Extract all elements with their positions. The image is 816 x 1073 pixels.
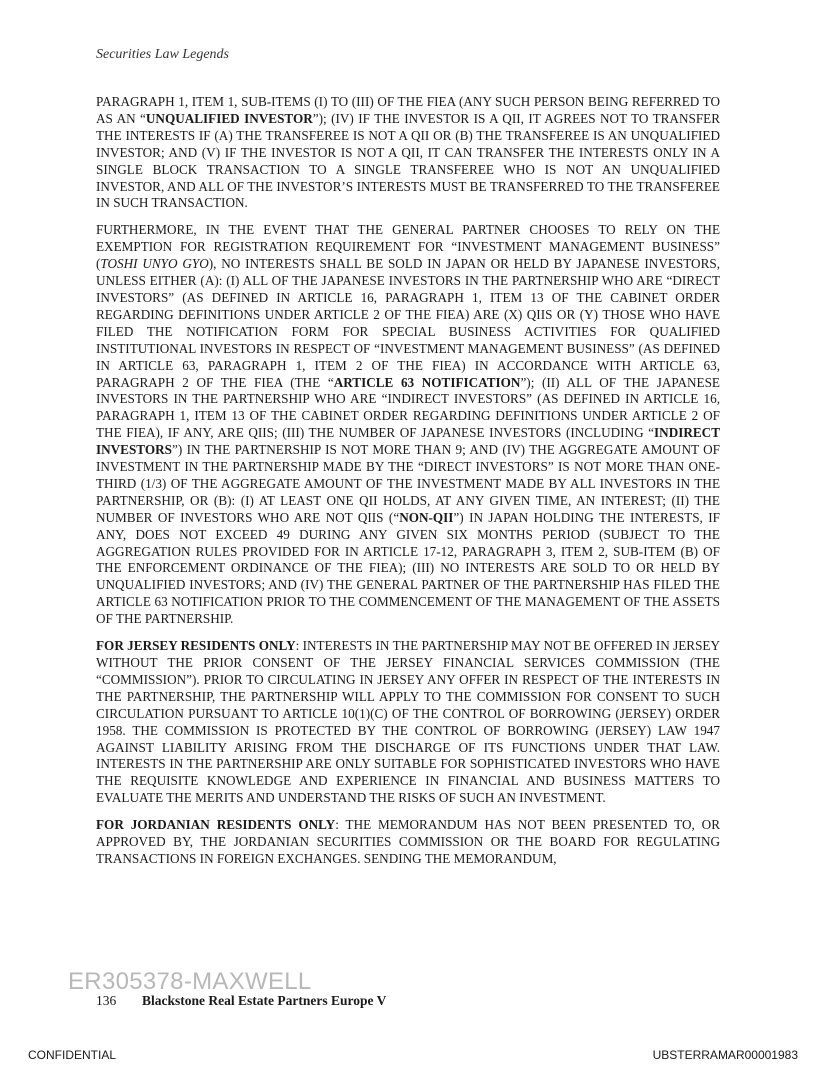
section-heading: FOR JERSEY RESIDENTS ONLY (96, 638, 296, 654)
paragraph-jordanian-residents: FOR JORDANIAN RESIDENTS ONLY: THE MEMORANDUM HAS NOT BEEN PRESENTED TO, OR APPROVED BY, THE JORDANIAN SECURITIES COMMISSION OR THE BOARD FOR REGULATING TRANSACTIONS IN FOREIGN EXCHANGES. SENDING THE MEMORANDUM, (96, 817, 720, 866)
watermark-stamp: ER305378-MAXWELL (68, 968, 312, 995)
defined-term: ARTICLE 63 NOTIFICATION (333, 374, 521, 390)
bates-number: UBSTERRAMAR00001983 (652, 1048, 798, 1062)
section-heading: FOR JORDANIAN RESIDENTS ONLY (96, 817, 336, 833)
defined-term: UNQUALIFIED INVESTOR (145, 110, 313, 126)
page-footer (96, 993, 386, 1009)
confidential-label: CONFIDENTIAL (28, 1048, 117, 1062)
paragraph-jersey-residents: FOR JERSEY RESIDENTS ONLY: INTERESTS IN THE PARTNERSHIP MAY NOT BE OFFERED IN JERSEY WITHOUT THE PRIOR CONSENT OF THE JERSEY FINANCIAL SERVICES COMMISSION (THE “COMMISSION”). PRIOR TO CIRCULATING IN JERSEY ANY OFFER IN RESPECT OF THE INTERESTS IN THE PARTNERSHIP, THE PARTNERSHIP WILL APPLY TO THE COMMISSION FOR CONSENT TO SUCH CIRCULATION PURSUANT TO ARTICLE 10(1)(C) OF THE CONTROL OF BORROWING (JERSEY) ORDER 1958. THE COMMISSION IS PROTECTED BY THE CONTROL OF BORROWING (JERSEY) LAW 1947 AGAINST LIABILITY ARISING FROM THE DISCHARGE OF ITS FUNCTIONS UNDER THAT LAW. INTERESTS IN THE PARTNERSHIP ARE ONLY SUITABLE FOR SOPHISTICATED INVESTORS WHO HAVE THE REQUISITE KNOWLEDGE AND EXPERIENCE IN FINANCIAL AND BUSINESS MATTERS TO EVALUATE THE MERITS AND UNDERSTAND THE RISKS OF SUCH AN INVESTMENT. (96, 638, 720, 806)
document-body (96, 94, 720, 878)
italic-term: TOSHI UNYO GYO (100, 256, 209, 272)
paragraph-japan-exemption: FURTHERMORE, IN THE EVENT THAT THE GENERAL PARTNER CHOOSES TO RELY ON THE EXEMPTION FOR REGISTRATION REQUIREMENT FOR “INVESTMENT MANAGEMENT BUSINESS” (TOSHI UNYO GYO), NO INTERESTS SHALL BE SOLD IN JAPAN OR HELD BY JAPANESE INVESTORS, UNLESS EITHER (A): (I) ALL OF THE JAPANESE INVESTORS IN THE PARTNERSHIP WHO ARE “DIRECT INVESTORS” (AS DEFINED IN ARTICLE 16, PARAGRAPH 1, ITEM 13 OF THE CABINET ORDER REGARDING DEFINITIONS UNDER ARTICLE 2 OF THE FIEA) ARE (X) QIIS OR (Y) THOSE WHO HAVE FILED THE NOTIFICATION FORM FOR SPECIAL BUSINESS ACTIVITIES FOR QUALIFIED INSTITUTIONAL INVESTORS IN RESPECT OF “INVESTMENT MANAGEMENT BUSINESS” (AS DEFINED IN ARTICLE 63, PARAGRAPH 1, ITEM 2 OF THE FIEA) IN ACCORDANCE WITH ARTICLE 63, PARAGRAPH 2 OF THE FIEA (THE “ARTICLE 63 NOTIFICATION”); (II) ALL OF THE JAPANESE INVESTORS IN THE PARTNERSHIP WHO ARE “INDIRECT INVESTORS” (AS DEFINED IN ARTICLE 16, PARAGRAPH 1, ITEM 13 OF THE CABINET ORDER REGARDING DEFINITIONS UNDER ARTICLE 2 OF THE FIEA), IF ANY, ARE QIIS; (III) THE NUMBER OF JAPANESE INVESTORS (INCLUDING “INDIRECT INVESTORS”) IN THE PARTNERSHIP IS NOT MORE THAN 9; AND (IV) THE AGGREGATE AMOUNT OF INVESTMENT IN THE PARTNERSHIP MADE BY THE “DIRECT INVESTORS” IS NOT MORE THAN ONE-THIRD (1/3) OF THE AGGREGATE AMOUNT OF THE INVESTMENT MADE BY ALL INVESTORS IN THE PARTNERSHIP, OR (B): (I) AT LEAST ONE QII HOLDS, AT ANY GIVEN TIME, AN INTEREST; (II) THE NUMBER OF INVESTORS WHO ARE NOT QIIS (“NON-QII”) IN JAPAN HOLDING THE INTERESTS, IF ANY, DOES NOT EXCEED 49 DURING ANY GIVEN SIX MONTHS PERIOD (SUBJECT TO THE AGGREGATION RULES PROVIDED FOR IN ARTICLE 17-12, PARAGRAPH 3, ITEM 2, SUB-ITEM (B) OF THE ENFORCEMENT ORDINANCE OF THE FIEA); (III) NO INTERESTS ARE SOLD TO OR HELD BY UNQUALIFIED INVESTORS; AND (IV) THE GENERAL PARTNER OF THE PARTNERSHIP HAS FILED THE ARTICLE 63 NOTIFICATION PRIOR TO THE COMMENCEMENT OF THE MANAGEMENT OF THE ASSETS OF THE PARTNERSHIP. (96, 222, 721, 627)
paragraph-transfer-restrictions: PARAGRAPH 1, ITEM 1, SUB-ITEMS (I) TO (III) OF THE FIEA (ANY SUCH PERSON BEING REFERRED TO AS AN “UNQUALIFIED INVESTOR”); (IV) IF THE INVESTOR IS A QII, IT AGREES NOT TO TRANSFER THE INTERESTS IF (A) THE TRANSFEREE IS NOT A QII OR (B) THE TRANSFEREE IS AN UNQUALIFIED INVESTOR; AND (V) IF THE INVESTOR IS NOT A QII, IT CAN TRANSFER THE INTERESTS ONLY IN A SINGLE BLOCK TRANSACTION TO A SINGLE TRANSFEREE WHO IS NOT AN UNQUALIFIED INVESTOR, AND ALL OF THE INVESTOR’S INTERESTS MUST BE TRANSFERRED TO THE TRANSFEREE IN SUCH TRANSACTION. (96, 94, 720, 211)
defined-term: INDIRECT INVESTORS (96, 425, 720, 458)
running-header: Securities Law Legends (96, 47, 229, 62)
document-title: Blackstone Real Estate Partners Europe V (142, 993, 387, 1008)
defined-term: NON-QII (399, 509, 454, 525)
page-number: 136 (96, 993, 117, 1008)
